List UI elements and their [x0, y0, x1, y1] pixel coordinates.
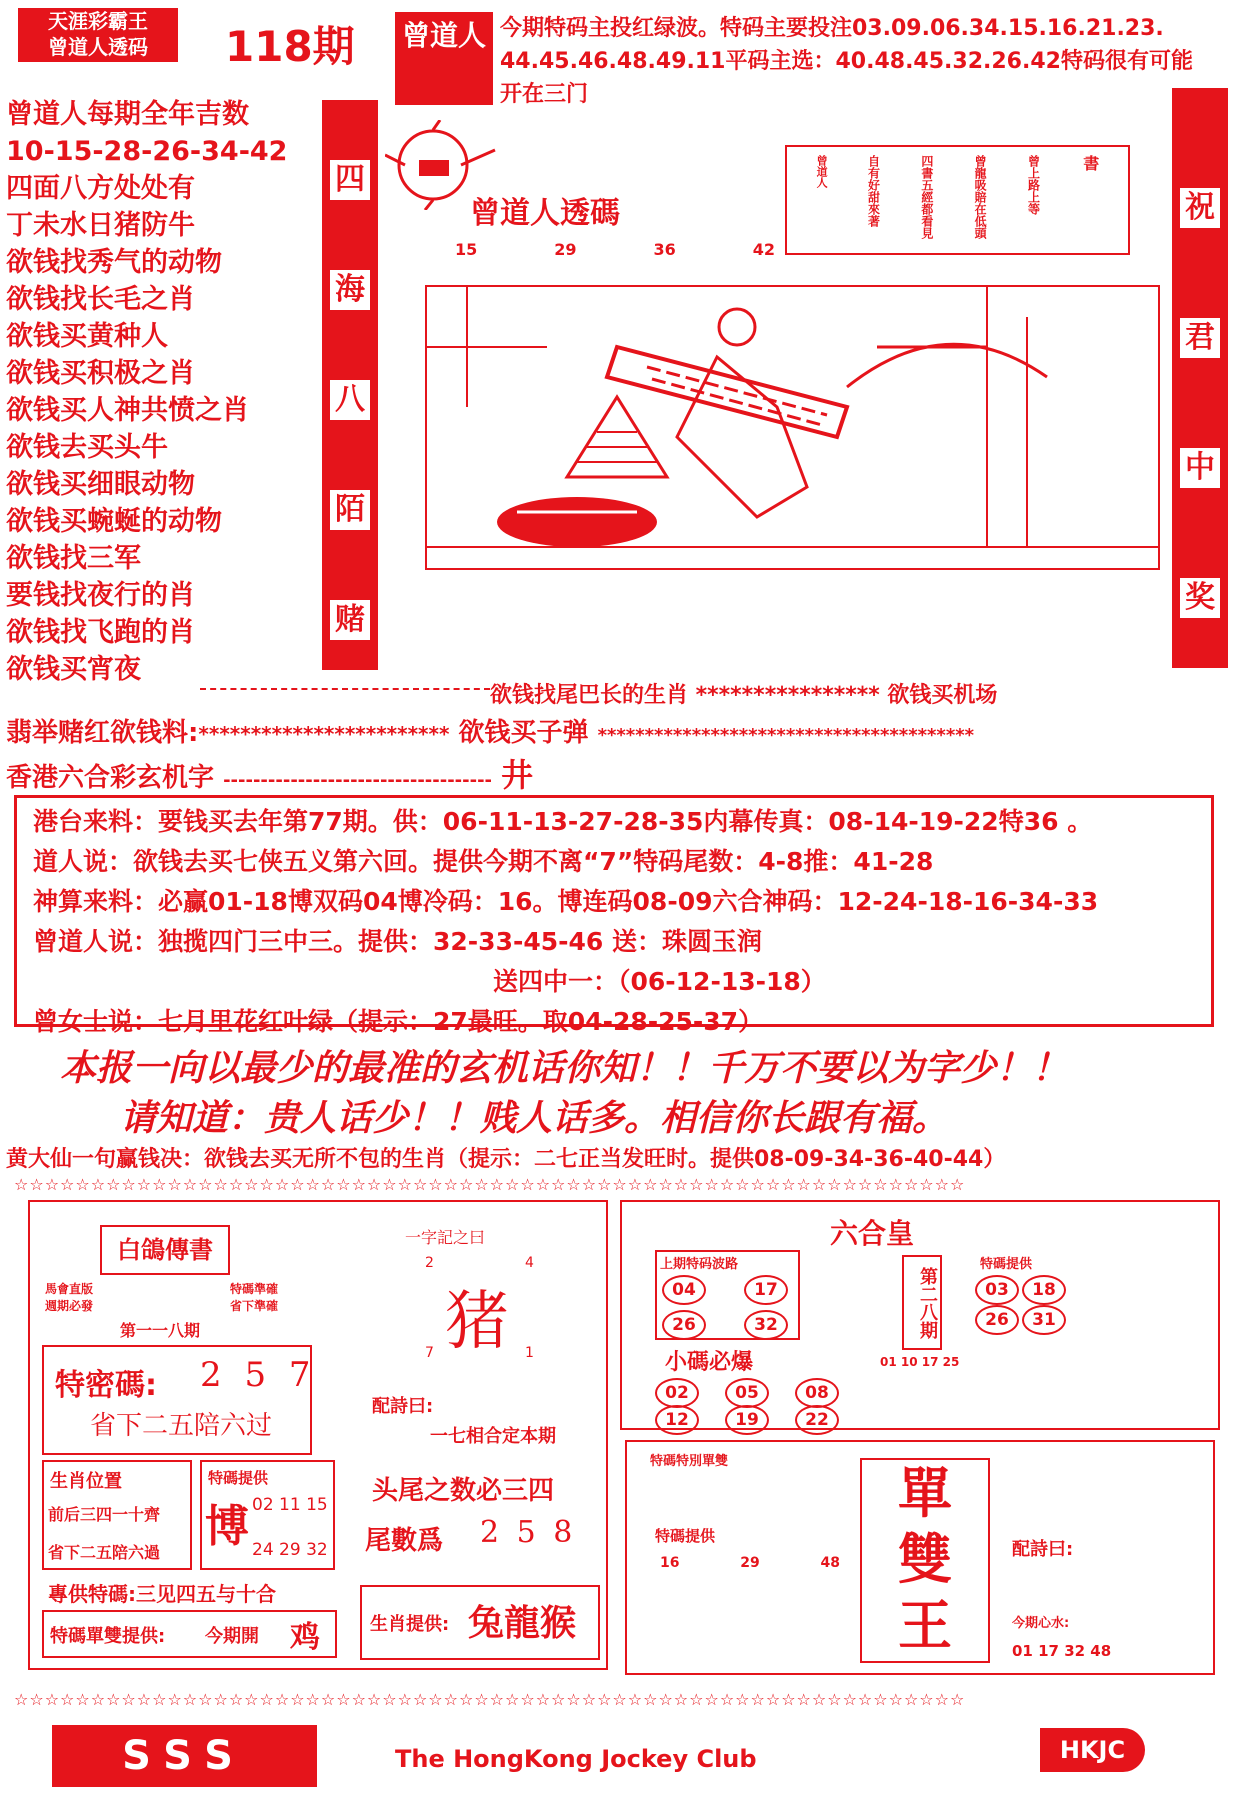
num-top-left: 2	[425, 1255, 434, 1271]
riddle-line-3	[6, 750, 533, 796]
poem-column: 曾上路上等	[1026, 155, 1041, 215]
tips-ball: 48	[820, 1555, 840, 1571]
issue-number: 118期	[225, 22, 355, 71]
small-ball: 22	[795, 1405, 839, 1435]
poem-column: 自有好甜來著	[866, 155, 881, 227]
tema-ball: 26	[975, 1305, 1019, 1335]
big-char: 王	[898, 1593, 952, 1657]
huang-da-xian-line: 黄大仙一句赢钱决：欲钱去买无所不包的生肖（提示：二七正当发旺时。提供08-09-34-36-40-44）	[6, 1147, 1006, 1172]
zodiac-label: 生肖提供:	[370, 1614, 450, 1635]
banner-char: 祝	[1180, 188, 1220, 228]
left-list-item: 欲钱找飞跑的肖	[6, 617, 195, 648]
mid-poem: 一七相合定本期	[430, 1426, 556, 1447]
riddle-stars: ****************************************	[597, 725, 975, 746]
slogan-line-1: 本报一向以最少的最准的玄机话你知！！千万不要以为字少！！	[60, 1047, 1069, 1089]
sub-text: 特碼準確	[230, 1282, 279, 1296]
star-border-bottom: ☆☆☆☆☆☆☆☆☆☆☆☆☆☆☆☆☆☆☆☆☆☆☆☆☆☆☆☆☆☆☆☆☆☆☆☆☆☆☆☆☆☆☆☆☆☆☆☆☆☆☆☆☆☆☆☆☆☆☆☆☆☆	[14, 1690, 966, 1709]
num-bottom-right: 1	[525, 1345, 534, 1361]
tips-ball: 29	[740, 1555, 760, 1571]
bo-char: 博	[205, 1501, 249, 1552]
tema-ball: 03	[975, 1275, 1019, 1305]
poem-column: 四書五經都看見	[919, 155, 934, 239]
left-list-item: 要钱找夜行的肖	[6, 580, 195, 611]
riddle-value: 欲钱买子弹	[458, 718, 589, 748]
prev-label: 上期特码波路	[660, 1257, 739, 1272]
word-title: 一字記之曰	[405, 1228, 486, 1247]
poem-column: 曾道人	[815, 155, 829, 188]
info-row: 道人说：欲钱去买七侠五义第六回。提供今期不离“7”特码尾数：4-8推：41-28	[33, 847, 934, 876]
odd-even-title: 特碼特別單雙	[650, 1454, 729, 1469]
position-line: 省下二五陪六過	[48, 1543, 161, 1562]
picture-number: 29	[554, 240, 577, 259]
riddle-label: 翡举赌红欲钱料:	[6, 718, 199, 748]
picture-numbers	[455, 240, 775, 259]
seal-stamp	[395, 12, 493, 105]
right-poem-label: 配詩曰:	[1012, 1539, 1074, 1560]
left-list-item: 欲钱找三军	[6, 543, 141, 574]
big-char: 單	[898, 1461, 952, 1525]
tema-label: 特密碼:	[55, 1368, 157, 1403]
info-row: 送四中一：（06-12-13-18）	[493, 967, 826, 996]
left-list-numbers: 10-15-28-26-34-42	[6, 136, 288, 167]
tail-label: 尾數爲	[365, 1526, 444, 1556]
right-vertical-banner	[1172, 88, 1228, 668]
white-dove-title: 白鴿傳書	[100, 1225, 230, 1275]
bo-numbers: 24 29 32	[252, 1540, 328, 1560]
small-code-label: 小碼必爆	[665, 1350, 754, 1375]
riddle-label: 香港六合彩玄机字	[6, 763, 215, 793]
picture-number: 36	[653, 240, 676, 259]
picture-caption: 曾道人透碼	[470, 196, 620, 231]
riddle-stars: ************************	[198, 722, 450, 746]
tips-balls	[660, 1555, 840, 1571]
prev-ball: 04	[662, 1275, 706, 1305]
footer-left-logo: SSS	[52, 1725, 317, 1787]
position-title: 生肖位置	[50, 1471, 122, 1492]
info-row: 神算来料：必赢01-18博双码04博冷码：16。博连码08-09六合神码：12-24-18-16-34-33	[33, 887, 1099, 916]
final-label: 特碼單雙提供:	[50, 1626, 166, 1647]
small-ball: 05	[725, 1378, 769, 1408]
left-card-sub-left	[45, 1280, 93, 1314]
bo-numbers: 02 11 15	[252, 1495, 328, 1515]
small-ball: 12	[655, 1405, 699, 1435]
tema-note: 省下二五陪六过	[90, 1411, 273, 1441]
seal-text: 曾道人	[401, 19, 486, 52]
scholar-scroll-image	[427, 287, 1158, 568]
banner-char: 中	[1180, 448, 1220, 488]
final-value: 今期開	[205, 1626, 259, 1647]
poem-column: 曾龍吸賠在低頭	[973, 155, 988, 239]
liuhe-title: 六合皇	[830, 1217, 915, 1250]
position-line: 前后三四一十齊	[48, 1505, 161, 1524]
banner-char: 海	[330, 270, 370, 310]
sub-text: 週期必發	[45, 1299, 94, 1313]
banner-char: 君	[1180, 318, 1220, 358]
special-line: 專供特碼:三见四五与十合	[48, 1582, 276, 1606]
riddle-line-1: 欲钱找尾巴长的生肖 **************** 欲钱买机场	[490, 683, 998, 708]
poem-column: 書	[1080, 155, 1100, 171]
left-list-item: 欲钱买细眼动物	[6, 469, 195, 500]
heart-numbers: 01 17 32 48	[1012, 1642, 1112, 1660]
info-box	[14, 795, 1214, 1036]
star-border-top: ☆☆☆☆☆☆☆☆☆☆☆☆☆☆☆☆☆☆☆☆☆☆☆☆☆☆☆☆☆☆☆☆☆☆☆☆☆☆☆☆☆☆☆☆☆☆☆☆☆☆☆☆☆☆☆☆☆☆☆☆☆☆	[14, 1175, 966, 1194]
riddle-dash: ------------------------------------	[223, 770, 493, 791]
banner-char: 奖	[1180, 578, 1220, 618]
info-row: 曾道人说：独揽四门三中三。提供：32-33-45-46 送：珠圆玉润	[33, 927, 762, 956]
num-top-right: 4	[525, 1255, 534, 1271]
sub-text: 省下準確	[230, 1299, 279, 1313]
riddle-line-2	[6, 712, 974, 749]
left-list-title: 曾道人每期全年吉数	[6, 99, 249, 130]
right-tema-label: 特碼提供	[980, 1257, 1033, 1272]
scholar-illustration	[425, 285, 1160, 570]
left-card-issue: 第一一八期	[120, 1321, 201, 1340]
banner-char: 赌	[330, 600, 370, 640]
prev-ball: 26	[662, 1310, 706, 1340]
dot-divider	[200, 688, 490, 690]
header-announcement	[500, 12, 1240, 111]
big-pig-char: 猪	[445, 1285, 509, 1359]
heart-label: 今期心水:	[1012, 1616, 1070, 1631]
picture-number: 42	[752, 240, 775, 259]
left-list-item: 欲钱买蜿蜒的动物	[6, 506, 222, 537]
prev-ball: 32	[744, 1310, 788, 1340]
left-list-item: 欲钱找秀气的动物	[6, 247, 222, 278]
banner-char: 陌	[330, 490, 370, 530]
footer-jockey-club: The HongKong Jockey Club	[395, 1745, 757, 1773]
num-bottom-left: 7	[425, 1345, 434, 1361]
issue-vertical: 第二八期	[902, 1255, 942, 1350]
left-vertical-banner	[322, 100, 378, 670]
picture-number: 15	[455, 240, 478, 259]
logo-block	[18, 8, 178, 62]
left-list-item: 欲钱买积极之肖	[6, 358, 195, 389]
left-list-item: 丁未水日猪防牛	[6, 210, 195, 241]
announce-line-1: 今期特码主投红绿波。特码主要投注03.09.06.34.15.16.21.23.	[500, 16, 1164, 41]
footer-right-logo: HKJC	[1040, 1728, 1145, 1772]
tema-ball: 31	[1022, 1305, 1066, 1335]
big-char: 雙	[898, 1527, 952, 1591]
zodiac-value: 兔龍猴	[468, 1602, 577, 1644]
tips-ball: 16	[660, 1555, 680, 1571]
logo-line-2: 曾道人透码	[48, 35, 148, 59]
left-riddle-list	[6, 96, 326, 688]
left-list-item: 欲钱去买头牛	[6, 432, 168, 463]
tail-numbers: 2 5 8	[480, 1515, 577, 1550]
left-list-item: 欲钱买宵夜	[6, 654, 141, 685]
info-row: 港台来料：要钱买去年第77期。供：06-11-13-27-28-35内幕传真：08-14-19-22特36 。	[33, 807, 1093, 836]
banner-char: 四	[330, 160, 370, 200]
small-ball: 19	[725, 1405, 769, 1435]
sub-text: 馬會直版	[45, 1282, 94, 1296]
small-ball: 02	[655, 1378, 699, 1408]
bo-title: 特碼提供	[208, 1469, 269, 1487]
odd-even-king-box	[860, 1458, 990, 1663]
head-tail-line: 头尾之数必三四	[372, 1476, 555, 1506]
riddle-char: 井	[501, 756, 534, 794]
left-list-item: 欲钱买人神共愤之肖	[6, 395, 249, 426]
poem-box	[785, 145, 1130, 255]
announce-line-2: 44.45.46.48.49.11平码主选：40.48.45.32.26.42特码很有可能	[500, 49, 1193, 74]
tema-ball: 18	[1022, 1275, 1066, 1305]
prev-ball: 17	[744, 1275, 788, 1305]
announce-line-3: 开在三门	[500, 82, 589, 107]
nums-line: 01 10 17 25	[880, 1355, 960, 1369]
final-char: 鸡	[290, 1620, 320, 1655]
left-list-item: 四面八方处处有	[6, 173, 195, 204]
banner-char: 八	[330, 380, 370, 420]
logo-line-1: 天涯彩霸王	[48, 9, 148, 33]
tips-label: 特碼提供	[655, 1527, 716, 1545]
slogan-line-2: 请知道：贵人话少！！贱人话多。相信你长跟有福。	[120, 1097, 949, 1139]
small-ball: 08	[795, 1378, 839, 1408]
left-card-sub-right	[230, 1280, 278, 1314]
tema-numbers: 2 5 7	[200, 1355, 317, 1395]
left-list-item: 欲钱找长毛之肖	[6, 284, 195, 315]
mid-poem-label: 配詩曰:	[372, 1396, 434, 1417]
info-row: 曾女士说：七月里花红叶绿（提示：27最旺。取04-28-25-37）	[33, 1007, 764, 1036]
left-list-item: 欲钱买黄种人	[6, 321, 168, 352]
